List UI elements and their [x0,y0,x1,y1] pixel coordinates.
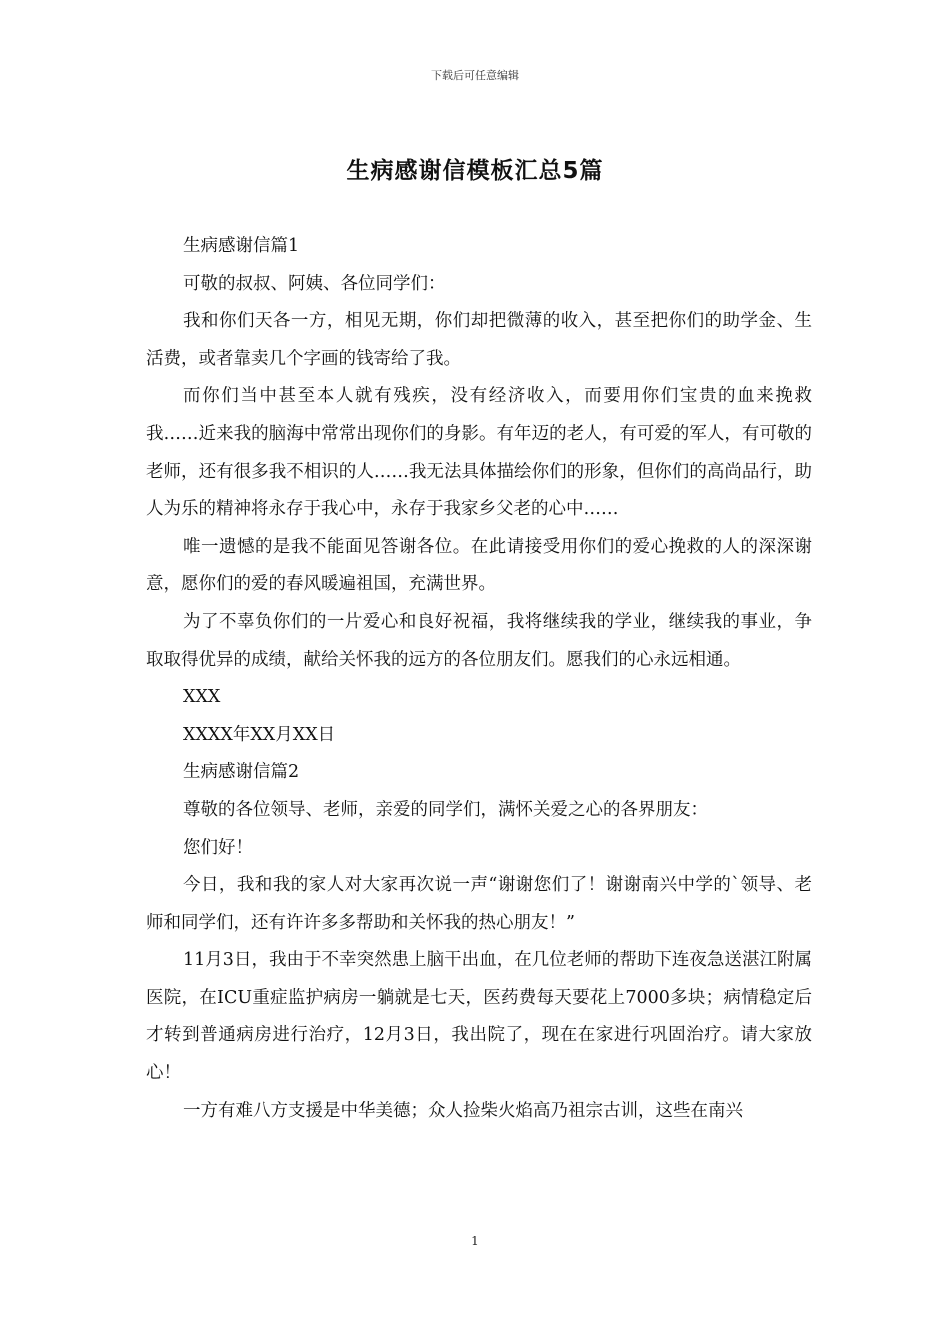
body-paragraph: 为了不辜负你们的一片爱心和良好祝福，我将继续我的学业，继续我的事业，争取取得优异的成绩，献给关怀我的远方的各位朋友们。愿我们的心永远相通。 [146,611,812,670]
body-paragraph: 唯一遗憾的是我不能面见答谢各位。在此请接受用你们的爱心挽救的人的深深谢意，愿你们的爱的春风暖遍祖国，充满世界。 [146,536,812,595]
signature: XXX [183,687,221,708]
greeting: 您们好！ [183,837,253,858]
section-heading: 生病感谢信篇2 [183,762,300,783]
body-paragraph: 我和你们天各一方，相见无期，你们却把微薄的收入，甚至把你们的助学金、生活费，或者靠卖几个字画的钱寄给了我。 [146,311,812,369]
body-paragraph: 一方有难八方支援是中华美德；众人捡柴火焰高乃祖宗古训，这些在南兴 [183,1100,743,1121]
page-number: 1 [471,1234,479,1248]
header-note: 下载后可任意编辑 [431,69,519,82]
salutation: 尊敬的各位领导、老师，亲爱的同学们，满怀关爱之心的各界朋友： [183,799,708,820]
body-paragraph: 今日，我和我的家人对大家再次说一声“谢谢您们了！谢谢南兴中学的`领导、老师和同学们，还有许许多多帮助和关怀我的热心朋友！” [146,875,812,933]
body-paragraph: 而你们当中甚至本人就有残疾，没有经济收入，而要用你们宝贵的血来挽救我……近来我的脑海中常常出现你们的身影。有年迈的老人，有可爱的军人，有可敬的老师，还有很多我不相识的人……我无法具体描绘你们的形象，但你们的高尚品行，助人为乐的精神将永存于我心中，永存于我家乡父老的心中…… [146,386,812,520]
salutation: 可敬的叔叔、阿姨、各位同学们： [183,273,446,294]
document-body [146,228,812,1130]
body-paragraph: 11月3日，我由于不幸突然患上脑干出血，在几位老师的帮助下连夜急送湛江附属医院，在ICU重症监护病房一躺就是七天，医药费每天要花上7000多块；病情稳定后才转到普通病房进行治疗，12月3日，我出院了，现在在家进行巩固治疗。请大家放心！ [146,950,812,1084]
section-heading: 生病感谢信篇1 [183,236,300,256]
document-title: 生病感谢信模板汇总5篇 [346,158,604,184]
date-line: XXXX年XX月XX日 [183,724,336,745]
